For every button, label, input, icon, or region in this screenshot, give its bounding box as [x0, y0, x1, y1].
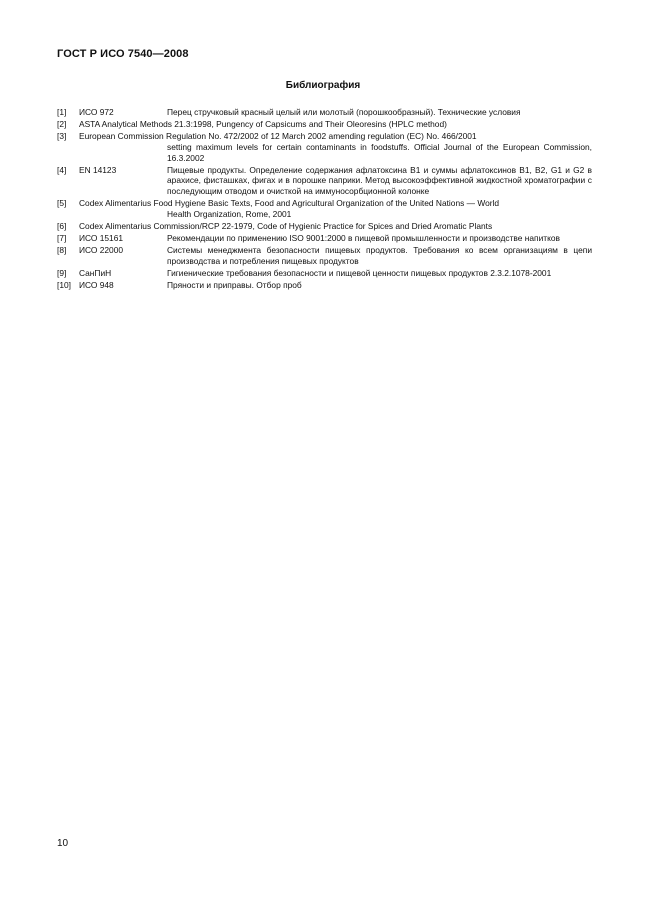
- entry-text-line: European Commission Regulation No. 472/2002 of 12 March 2002 amending regulation (EC) No. 466/2001: [79, 131, 477, 142]
- entry-code: ИСО 948: [79, 280, 114, 291]
- bibliography-entry: [57, 280, 592, 291]
- entry-text: Перец стручковый красный целый или молотый (порошкообразный). Технические условия: [167, 107, 521, 117]
- entry-text: Рекомендации по применению ISO 9001:2000 в пищевой промышленности и производстве напитков: [167, 233, 560, 244]
- entry-number: [5]: [57, 198, 67, 209]
- bibliography-entry: [57, 131, 592, 163]
- entry-code: ИСО 15161: [79, 233, 124, 244]
- entry-text: Гигиенические требования безопасности и пищевой ценности пищевых продуктов 2.3.2.1078-2001: [167, 268, 552, 279]
- entry-text-continuation: Health Organization, Rome, 2001: [167, 208, 292, 219]
- entry-text-continuation: setting maximum levels for certain contaminants in foodstuffs. Official Journal of the European Commission, 16.3.2002: [167, 141, 592, 163]
- bibliography-entry: [57, 233, 592, 244]
- entry-text: Системы менеджмента безопасности пищевых продуктов. Требования ко всем организациям в цепи производства и потребления пищевых продуктов: [167, 245, 592, 266]
- bibliography-list: [57, 107, 592, 292]
- page-title: Библиография: [285, 80, 361, 91]
- bibliography-entry: [57, 107, 592, 118]
- entry-text: Codex Alimentarius Commission/RCP 22-1979, Code of Hygienic Practice for Spices and Dried Aromatic Plants: [79, 220, 493, 231]
- bibliography-entry: [57, 245, 592, 266]
- document-header: ГОСТ Р ИСО 7540—2008: [57, 48, 189, 60]
- entry-text-line: Codex Alimentarius Food Hygiene Basic Texts, Food and Agricultural Organization of the United Nations — World: [79, 198, 500, 209]
- bibliography-entry: [57, 221, 592, 232]
- entry-number: [9]: [57, 268, 67, 279]
- bibliography-entry: [57, 119, 592, 130]
- entry-text: ASTA Analytical Methods 21.3:1998, Pungency of Capsicums and Their Oleoresins (HPLC method): [79, 119, 447, 130]
- bibliography-entry: [57, 268, 592, 279]
- entry-code: ИСО 972: [79, 107, 114, 117]
- entry-code: СанПиН: [79, 268, 112, 279]
- entry-text: [79, 131, 592, 163]
- entry-number: [10]: [57, 280, 71, 291]
- entry-text: [79, 198, 592, 219]
- entry-text: Пищевые продукты. Определение содержания афлатоксина B1 и суммы афлатоксинов B1, B2, G1 и G2 в арахисе, фисташках, фигах и в порошке паприки. Метод высокоэффективной жидкостной хроматографии с последующим отводом и очисткой на иммуносорбционной колонке: [167, 164, 592, 196]
- bibliography-entry: [57, 165, 592, 197]
- page-number: 10: [57, 838, 69, 849]
- entry-number: [2]: [57, 119, 67, 130]
- entry-number: [1]: [57, 107, 67, 117]
- entry-number: [6]: [57, 220, 67, 231]
- entry-code: EN 14123: [79, 164, 117, 175]
- bibliography-entry: [57, 198, 592, 219]
- entry-number: [3]: [57, 131, 67, 142]
- entry-number: [7]: [57, 233, 67, 244]
- entry-code: ИСО 22000: [79, 245, 124, 256]
- entry-text: Пряности и приправы. Отбор проб: [167, 280, 302, 291]
- entry-number: [8]: [57, 245, 67, 256]
- entry-number: [4]: [57, 164, 67, 175]
